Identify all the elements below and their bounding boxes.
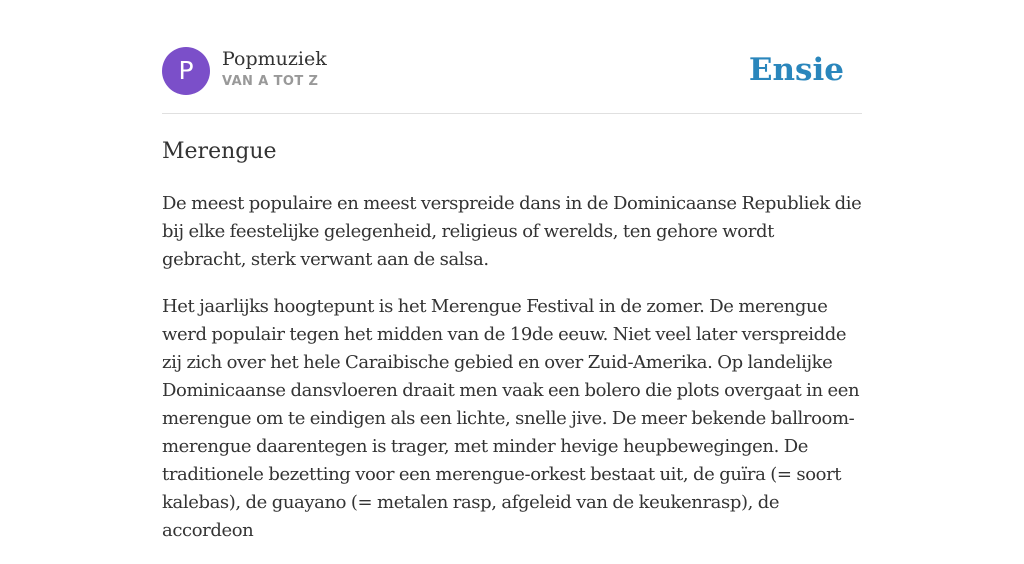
ensie-logo[interactable]: Ensie — [748, 52, 844, 88]
entry-title: Merengue — [162, 139, 277, 164]
header-divider — [162, 113, 862, 114]
entry-paragraph-2: Het jaarlijks hoogtepunt is het Merengue Festival in de zomer. De merengue werd populair tegen het midden van de 19de eeuw. Niet veel later verspreidde zij zich over het hele Caraibische gebied en over Zuid-Amerika. Op landelijke Dominicaanse dansvloeren draait men vaak een bolero die plots overgaat in een merengue om te eindigen als een lichte, snelle jive. De meer bekende ballroom-merengue daarentegen is trager, met minder hevige heupbewegingen. De traditionele bezetting voor een merengue-orkest bestaat uit, de guïra (= soort kalebas), de guayano (= metalen rasp, afgeleid van de keukenrasp), de accordeon — [162, 296, 860, 541]
book-title-link[interactable]: Popmuziek — [222, 48, 327, 70]
book-subtitle: VAN A TOT Z — [222, 74, 319, 89]
entry-body — [162, 190, 862, 564]
book-avatar[interactable]: P — [162, 47, 210, 95]
header — [162, 47, 862, 95]
entry-paragraph-1: De meest populaire en meest verspreide dans in de Dominicaanse Republiek die bij elke feestelijke gelegenheid, religieus of wereld​s, ten gehore wordt gebracht, sterk verwant aan de salsa. — [162, 193, 862, 270]
